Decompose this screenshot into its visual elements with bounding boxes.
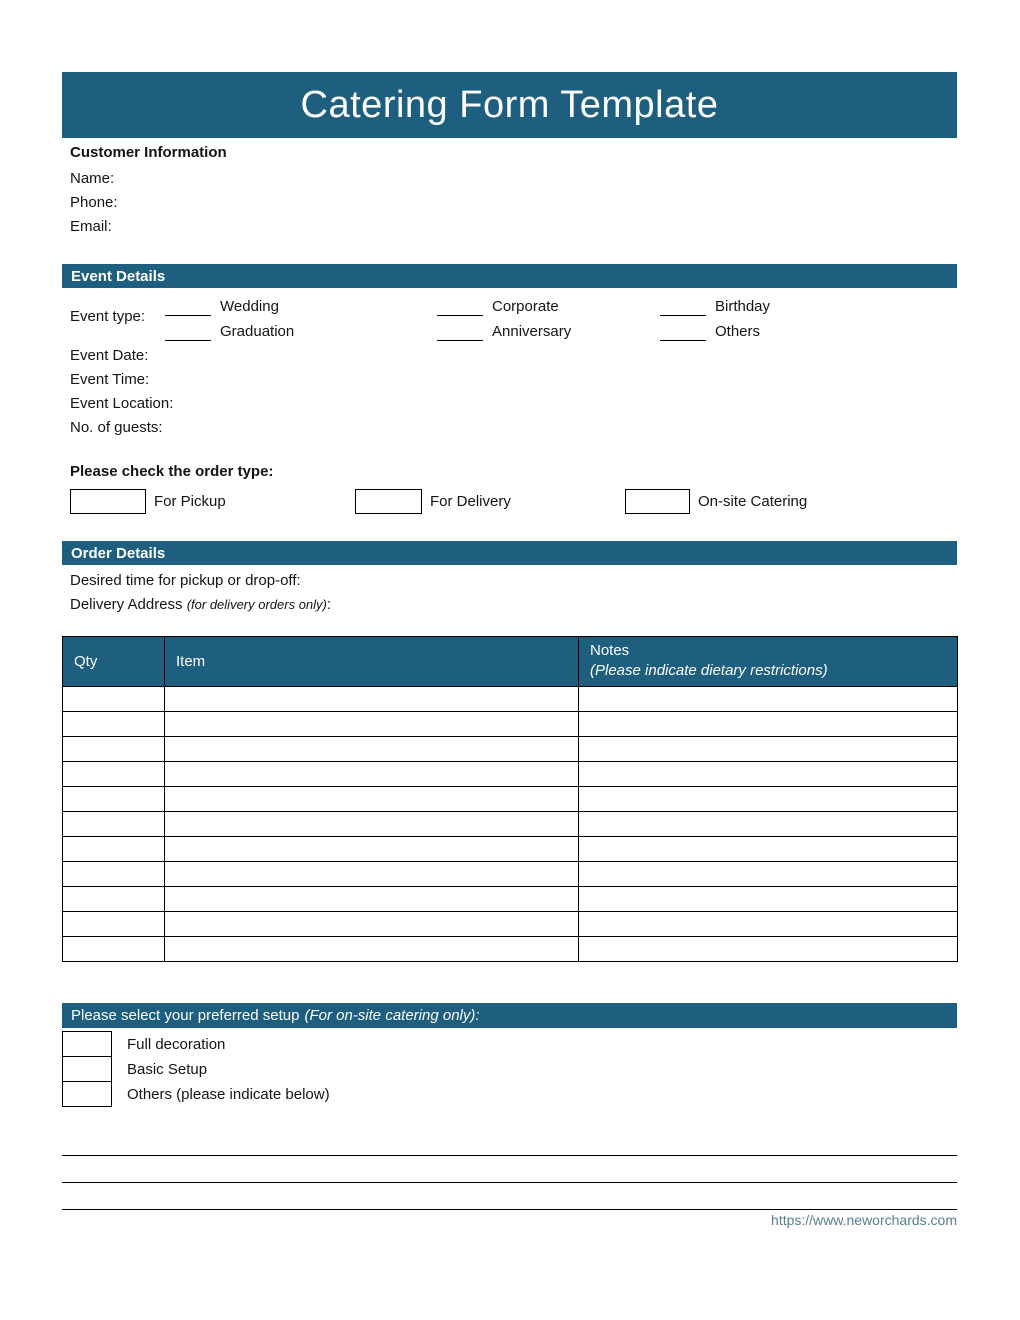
event-type-option-others[interactable]: [660, 319, 770, 344]
notes-cell[interactable]: [579, 762, 958, 787]
event-type-option-graduation[interactable]: [165, 319, 294, 344]
onsite-catering-checkbox[interactable]: [625, 489, 690, 514]
event-type-option-label: Wedding: [220, 298, 279, 315]
item-cell[interactable]: [165, 762, 579, 787]
notes-column-header: [579, 637, 958, 687]
item-cell[interactable]: [165, 887, 579, 912]
setup-option-basic-setup: [62, 1057, 330, 1082]
order-type-options: [0, 488, 1020, 514]
event-type-option-label: Others: [715, 323, 761, 340]
checkline-blank[interactable]: [660, 324, 706, 341]
notes-cell[interactable]: [579, 837, 958, 862]
item-cell[interactable]: [165, 937, 579, 962]
item-cell[interactable]: [165, 737, 579, 762]
table-row: [63, 937, 958, 962]
footer-link[interactable]: https://www.neworchards.com: [771, 1212, 957, 1228]
notes-cell[interactable]: [579, 787, 958, 812]
notes-cell[interactable]: [579, 887, 958, 912]
title-banner: [62, 72, 957, 138]
basic-setup-checkbox[interactable]: [62, 1056, 112, 1082]
event-type-label: Event type:: [70, 308, 146, 325]
full-decoration-label: Full decoration: [127, 1036, 226, 1053]
notes-cell[interactable]: [579, 912, 958, 937]
order-type-option-pickup: [70, 488, 226, 514]
name-field-label[interactable]: Name:: [70, 170, 115, 187]
item-cell[interactable]: [165, 812, 579, 837]
qty-column-header: Qty: [63, 637, 165, 687]
item-cell[interactable]: [165, 912, 579, 937]
event-time-label[interactable]: Event Time:: [70, 371, 150, 388]
table-header-row: [63, 637, 958, 687]
notes-header-subtitle: (Please indicate dietary restrictions): [590, 662, 828, 679]
write-line[interactable]: [62, 1155, 957, 1156]
event-type-column-2: [437, 294, 571, 344]
qty-cell[interactable]: [63, 712, 165, 737]
page-title: Catering Form Template: [300, 83, 719, 126]
table-row: [63, 912, 958, 937]
qty-cell[interactable]: [63, 737, 165, 762]
notes-cell[interactable]: [579, 687, 958, 712]
delivery-label: For Delivery: [430, 492, 511, 510]
delivery-address-note: (for delivery orders only): [186, 597, 327, 612]
delivery-checkbox[interactable]: [355, 489, 422, 514]
notes-cell[interactable]: [579, 812, 958, 837]
order-items-table: [62, 636, 958, 962]
item-cell[interactable]: [165, 837, 579, 862]
delivery-address-suffix: :: [326, 596, 332, 613]
phone-field-label[interactable]: Phone:: [70, 194, 118, 211]
full-decoration-checkbox[interactable]: [62, 1031, 112, 1057]
delivery-address-prefix: Delivery Address: [70, 596, 187, 613]
table-row: [63, 887, 958, 912]
event-type-option-label: Corporate: [492, 298, 559, 315]
event-type-option-anniversary[interactable]: [437, 319, 571, 344]
item-column-header: Item: [165, 637, 579, 687]
table-row: [63, 762, 958, 787]
others-checkbox[interactable]: [62, 1081, 112, 1107]
event-fields: [70, 344, 173, 440]
basic-setup-label: Basic Setup: [127, 1061, 208, 1078]
order-details-fields: [70, 569, 331, 617]
checkline-blank[interactable]: [437, 299, 483, 316]
event-details-heading: Event Details: [71, 267, 166, 285]
setup-options: [62, 1032, 330, 1107]
qty-cell[interactable]: [63, 762, 165, 787]
event-type-option-label: Birthday: [715, 298, 771, 315]
event-location-label[interactable]: Event Location:: [70, 395, 174, 412]
order-type-heading: Please check the order type:: [70, 463, 274, 480]
event-type-option-wedding[interactable]: [165, 294, 294, 319]
notes-cell[interactable]: [579, 712, 958, 737]
notes-cell[interactable]: [579, 737, 958, 762]
table-row: [63, 862, 958, 887]
table-row: [63, 812, 958, 837]
order-table-body: [63, 687, 958, 962]
event-type-option-label: Graduation: [220, 323, 295, 340]
qty-cell[interactable]: [63, 937, 165, 962]
pickup-label: For Pickup: [154, 492, 226, 510]
guest-count-label[interactable]: No. of guests:: [70, 419, 163, 436]
order-type-option-onsite: [625, 488, 807, 514]
order-details-heading: Order Details: [71, 544, 166, 562]
setup-option-full-decoration: [62, 1032, 330, 1057]
qty-cell[interactable]: [63, 812, 165, 837]
event-date-label[interactable]: Event Date:: [70, 347, 149, 364]
setup-heading: Please select your preferred setup: [71, 1007, 300, 1024]
event-type-option-birthday[interactable]: [660, 294, 770, 319]
notes-header-title: Notes: [590, 642, 630, 659]
qty-cell[interactable]: [63, 837, 165, 862]
table-row: [63, 737, 958, 762]
item-cell[interactable]: [165, 787, 579, 812]
order-details-header: [62, 541, 957, 565]
item-cell[interactable]: [165, 712, 579, 737]
event-type-option-corporate[interactable]: [437, 294, 571, 319]
item-cell[interactable]: [165, 687, 579, 712]
event-type-column-1: [165, 294, 294, 344]
qty-cell[interactable]: [63, 887, 165, 912]
checkline-blank[interactable]: [165, 299, 211, 316]
event-type-option-label: Anniversary: [492, 323, 572, 340]
pickup-time-label[interactable]: Desired time for pickup or drop-off:: [70, 572, 301, 589]
qty-cell[interactable]: [63, 912, 165, 937]
notes-cell[interactable]: [579, 937, 958, 962]
qty-cell[interactable]: [63, 787, 165, 812]
email-field-label[interactable]: Email:: [70, 218, 112, 235]
order-type-option-delivery: [355, 488, 511, 514]
setup-heading-note: (For on-site catering only):: [304, 1007, 480, 1024]
table-row: [63, 712, 958, 737]
write-line[interactable]: [62, 1182, 957, 1183]
qty-cell[interactable]: [63, 862, 165, 887]
setup-option-others: [62, 1082, 330, 1107]
checkline-blank[interactable]: [437, 324, 483, 341]
pickup-checkbox[interactable]: [70, 489, 146, 514]
onsite-catering-label: On-site Catering: [698, 492, 808, 510]
customer-information-heading: Customer Information: [70, 144, 227, 161]
table-row: [63, 787, 958, 812]
checkline-blank[interactable]: [165, 324, 211, 341]
setup-header: [62, 1003, 957, 1028]
item-cell[interactable]: [165, 862, 579, 887]
checkline-blank[interactable]: [660, 299, 706, 316]
event-details-header: [62, 264, 957, 288]
write-line[interactable]: [62, 1209, 957, 1210]
qty-cell[interactable]: [63, 687, 165, 712]
table-row: [63, 837, 958, 862]
delivery-address-label[interactable]: [70, 593, 331, 617]
event-type-column-3: [660, 294, 770, 344]
table-row: [63, 687, 958, 712]
notes-cell[interactable]: [579, 862, 958, 887]
others-label: Others (please indicate below): [127, 1086, 330, 1103]
customer-information-section: [70, 144, 227, 239]
